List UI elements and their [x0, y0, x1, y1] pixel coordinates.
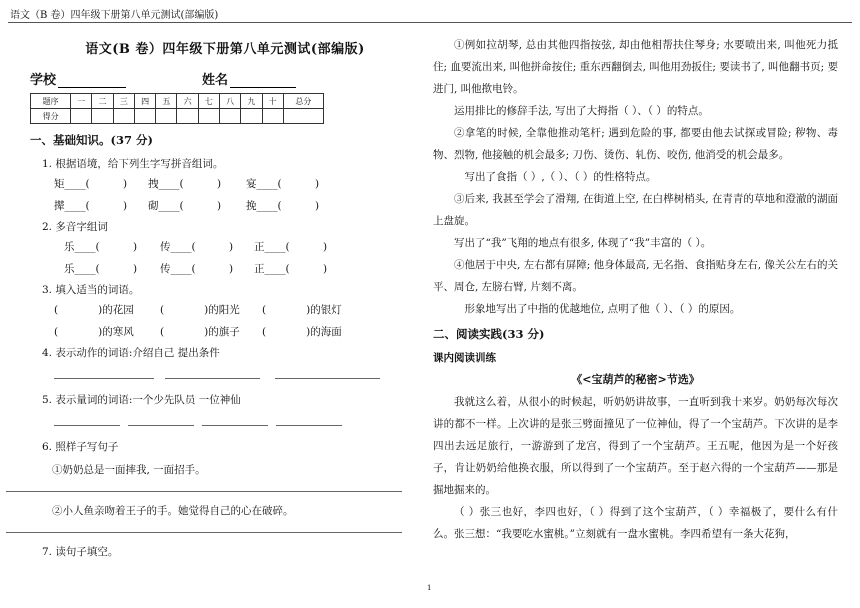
score-cell[interactable]: [198, 109, 219, 124]
table-cell: 六: [177, 94, 198, 109]
question-3-row-2: [30, 319, 420, 341]
blank-item[interactable]: 拽____( ): [148, 178, 222, 190]
answer-line[interactable]: [54, 378, 154, 379]
score-cell[interactable]: [177, 109, 198, 124]
question-2: 2. 多音字组词: [42, 221, 108, 233]
table-cell: 八: [220, 94, 241, 109]
question-6-answer-2: [30, 518, 420, 538]
blank-item[interactable]: ( )的旗子: [160, 326, 240, 338]
passage-2-question[interactable]: 写出了食指（ ）,（ ）、（ ）的性格特点。: [464, 171, 657, 183]
answer-line[interactable]: [6, 532, 402, 533]
question-6-answer-1: [30, 477, 420, 497]
passage-1: ①例如拉胡琴, 总由其他四指按弦, 却由他相帮扶住琴身; 水要喷出来, 叫他死力抵住; 血要流出来, 叫他拼命按住; 重东西翻倒去, 叫他用劲扳住; 要读书了, 叫他翻书页; 要进门, 叫他揿电铃。: [433, 39, 838, 95]
blank-item[interactable]: ( )的银灯: [262, 304, 342, 316]
question-1: 1. 根据语境，给下列生字写拼音组词。: [42, 158, 224, 170]
table-cell: 七: [198, 94, 219, 109]
question-1-row-1: [30, 171, 420, 193]
question-3: 3. 填入适当的词语。: [42, 284, 140, 296]
blank-item[interactable]: 乐____( ): [64, 263, 138, 275]
header-divider: [8, 22, 852, 23]
answer-line[interactable]: [54, 425, 120, 426]
passage-2: ②拿笔的时候, 全靠他推动笔杆; 遇到危险的事, 都要由他去试探或冒险; 秽物、毒物、烈物, 他接触的机会最多; 刀伤、烫伤、轧伤、咬伤, 他消受的机会最多。: [433, 127, 838, 161]
school-field[interactable]: [58, 74, 126, 88]
blank-item[interactable]: 传____( ): [160, 241, 234, 253]
question-4-answer-lines: [30, 360, 420, 386]
table-cell: 四: [134, 94, 155, 109]
school-label: 学校: [30, 69, 126, 88]
table-cell: 二: [92, 94, 113, 109]
score-table-score-row: [31, 109, 324, 124]
blank-item[interactable]: 宴____( ): [246, 178, 320, 190]
answer-line[interactable]: [276, 425, 342, 426]
excerpt-title: 《<宝葫芦的秘密>节选》: [571, 373, 700, 386]
table-cell: 得分: [31, 109, 71, 124]
passage-4: ④他居于中央, 左右都有屏障; 他身体最高, 无名指、食指贴身左右, 像关公左右的关平、周仓, 左膀右臂, 片刻不离。: [433, 259, 838, 293]
question-2-row-2: [30, 256, 420, 278]
passage-3: ③后来, 我甚至学会了滑翔, 在街道上空, 在白桦树梢头, 在青青的草地和澄澈的湖面上盘旋。: [433, 193, 838, 227]
table-cell: 三: [113, 94, 134, 109]
question-5-answer-lines: [30, 407, 420, 433]
score-cell[interactable]: [241, 109, 262, 124]
subsection-heading: 课内阅读训练: [433, 352, 496, 364]
passage-3-question[interactable]: 写出了“我”飞翔的地点有很多, 体现了“我”丰富的（ ）。: [454, 237, 712, 249]
page-header: 语文（B 卷）四年级下册第八单元测试(部编版): [10, 10, 219, 21]
blank-item[interactable]: ( )的寒风: [54, 326, 134, 338]
score-cell[interactable]: [134, 109, 155, 124]
score-table-header-row: [31, 94, 324, 109]
page-title: 语文(B 卷）四年级下册第八单元测试(部编版): [85, 42, 365, 57]
score-cell[interactable]: [113, 109, 134, 124]
blank-item[interactable]: ( )的阳光: [160, 304, 240, 316]
blank-item[interactable]: 砌____( ): [148, 200, 222, 212]
answer-line[interactable]: [6, 491, 402, 492]
score-cell[interactable]: [220, 109, 241, 124]
passage-4-question[interactable]: 形象地写出了中指的优越地位, 点明了他（ ）、（ ）的原因。: [464, 303, 741, 315]
signature-line: [30, 69, 420, 91]
score-cell[interactable]: [156, 109, 177, 124]
table-cell: 一: [71, 94, 92, 109]
question-2-row-1: [30, 234, 420, 256]
answer-line[interactable]: [165, 378, 260, 379]
score-cell[interactable]: [71, 109, 92, 124]
page-number: 1: [427, 584, 432, 592]
excerpt-paragraph-2[interactable]: （ ）张三也好，李四也好，（ ）得到了这个宝葫芦，（ ）幸福极了，要什么有什么。张三想：“我要吃水蜜桃。”立刻就有一盘水蜜桃。李四希望有一条大花狗，: [433, 506, 838, 540]
blank-item[interactable]: 正____( ): [254, 263, 328, 275]
blank-item[interactable]: 矩____( ): [54, 178, 128, 190]
excerpt-paragraph-1: 我就这么着，从很小的时候起，听奶奶讲故事，一直听到我十来岁。奶奶每次每次讲的都不一样。上次讲的是张三劈面撞见了一位神仙，得了一个宝葫芦。下次讲的是李四出去远足旅行，一游游到了龙宫，得到了一个宝葫芦。王五呢，他因为是一个好孩子，肯让奶奶给他换衣服，所以得到了一个宝葫芦。至于赵六得的一个宝葫芦——那是掘地掘来的。: [433, 396, 838, 496]
question-5: 5. 表示量词的词语:一个少先队员 一位神仙: [42, 394, 241, 406]
table-cell: 总分: [283, 94, 323, 109]
question-6: 6. 照样子写句子: [42, 441, 119, 453]
question-6-sentence-1: ①奶奶总是一面摔我, 一面招手。: [52, 464, 206, 476]
question-4: 4. 表示动作的词语:介绍自己 提出条件: [42, 347, 220, 359]
section-2-heading: 二、阅读实践(33 分): [433, 327, 545, 341]
blank-item[interactable]: ( )的海面: [262, 326, 342, 338]
name-label: 姓名: [202, 69, 296, 88]
blank-item[interactable]: 挽____( ): [246, 200, 320, 212]
score-cell[interactable]: [262, 109, 283, 124]
question-3-row-1: [30, 297, 420, 319]
score-cell[interactable]: [92, 109, 113, 124]
answer-line[interactable]: [275, 378, 380, 379]
right-column: [433, 34, 838, 545]
name-field[interactable]: [230, 74, 296, 88]
answer-line[interactable]: [202, 425, 268, 426]
blank-item[interactable]: 正____( ): [254, 241, 328, 253]
score-table: [30, 93, 324, 124]
blank-item[interactable]: 传____( ): [160, 263, 234, 275]
question-6-sentence-2: ②小人鱼亲吻着王子的手。她觉得自己的心在破碎。: [52, 505, 294, 517]
section-1-heading: 一、基础知识。(37 分): [30, 133, 153, 147]
table-cell: 五: [156, 94, 177, 109]
left-column: [30, 30, 420, 559]
blank-item[interactable]: 撵____( ): [54, 200, 128, 212]
question-7: 7. 读句子填空。: [42, 546, 119, 558]
blank-item[interactable]: 乐____( ): [64, 241, 138, 253]
table-cell: 十: [262, 94, 283, 109]
answer-line[interactable]: [128, 425, 194, 426]
table-cell: 九: [241, 94, 262, 109]
table-cell: 题序: [31, 94, 71, 109]
question-1-row-2: [30, 193, 420, 215]
score-cell[interactable]: [283, 109, 323, 124]
blank-item[interactable]: ( )的花园: [54, 304, 134, 316]
passage-1-question[interactable]: 运用排比的修辞手法, 写出了大拇指（ ）、（ ）的特点。: [454, 105, 709, 117]
